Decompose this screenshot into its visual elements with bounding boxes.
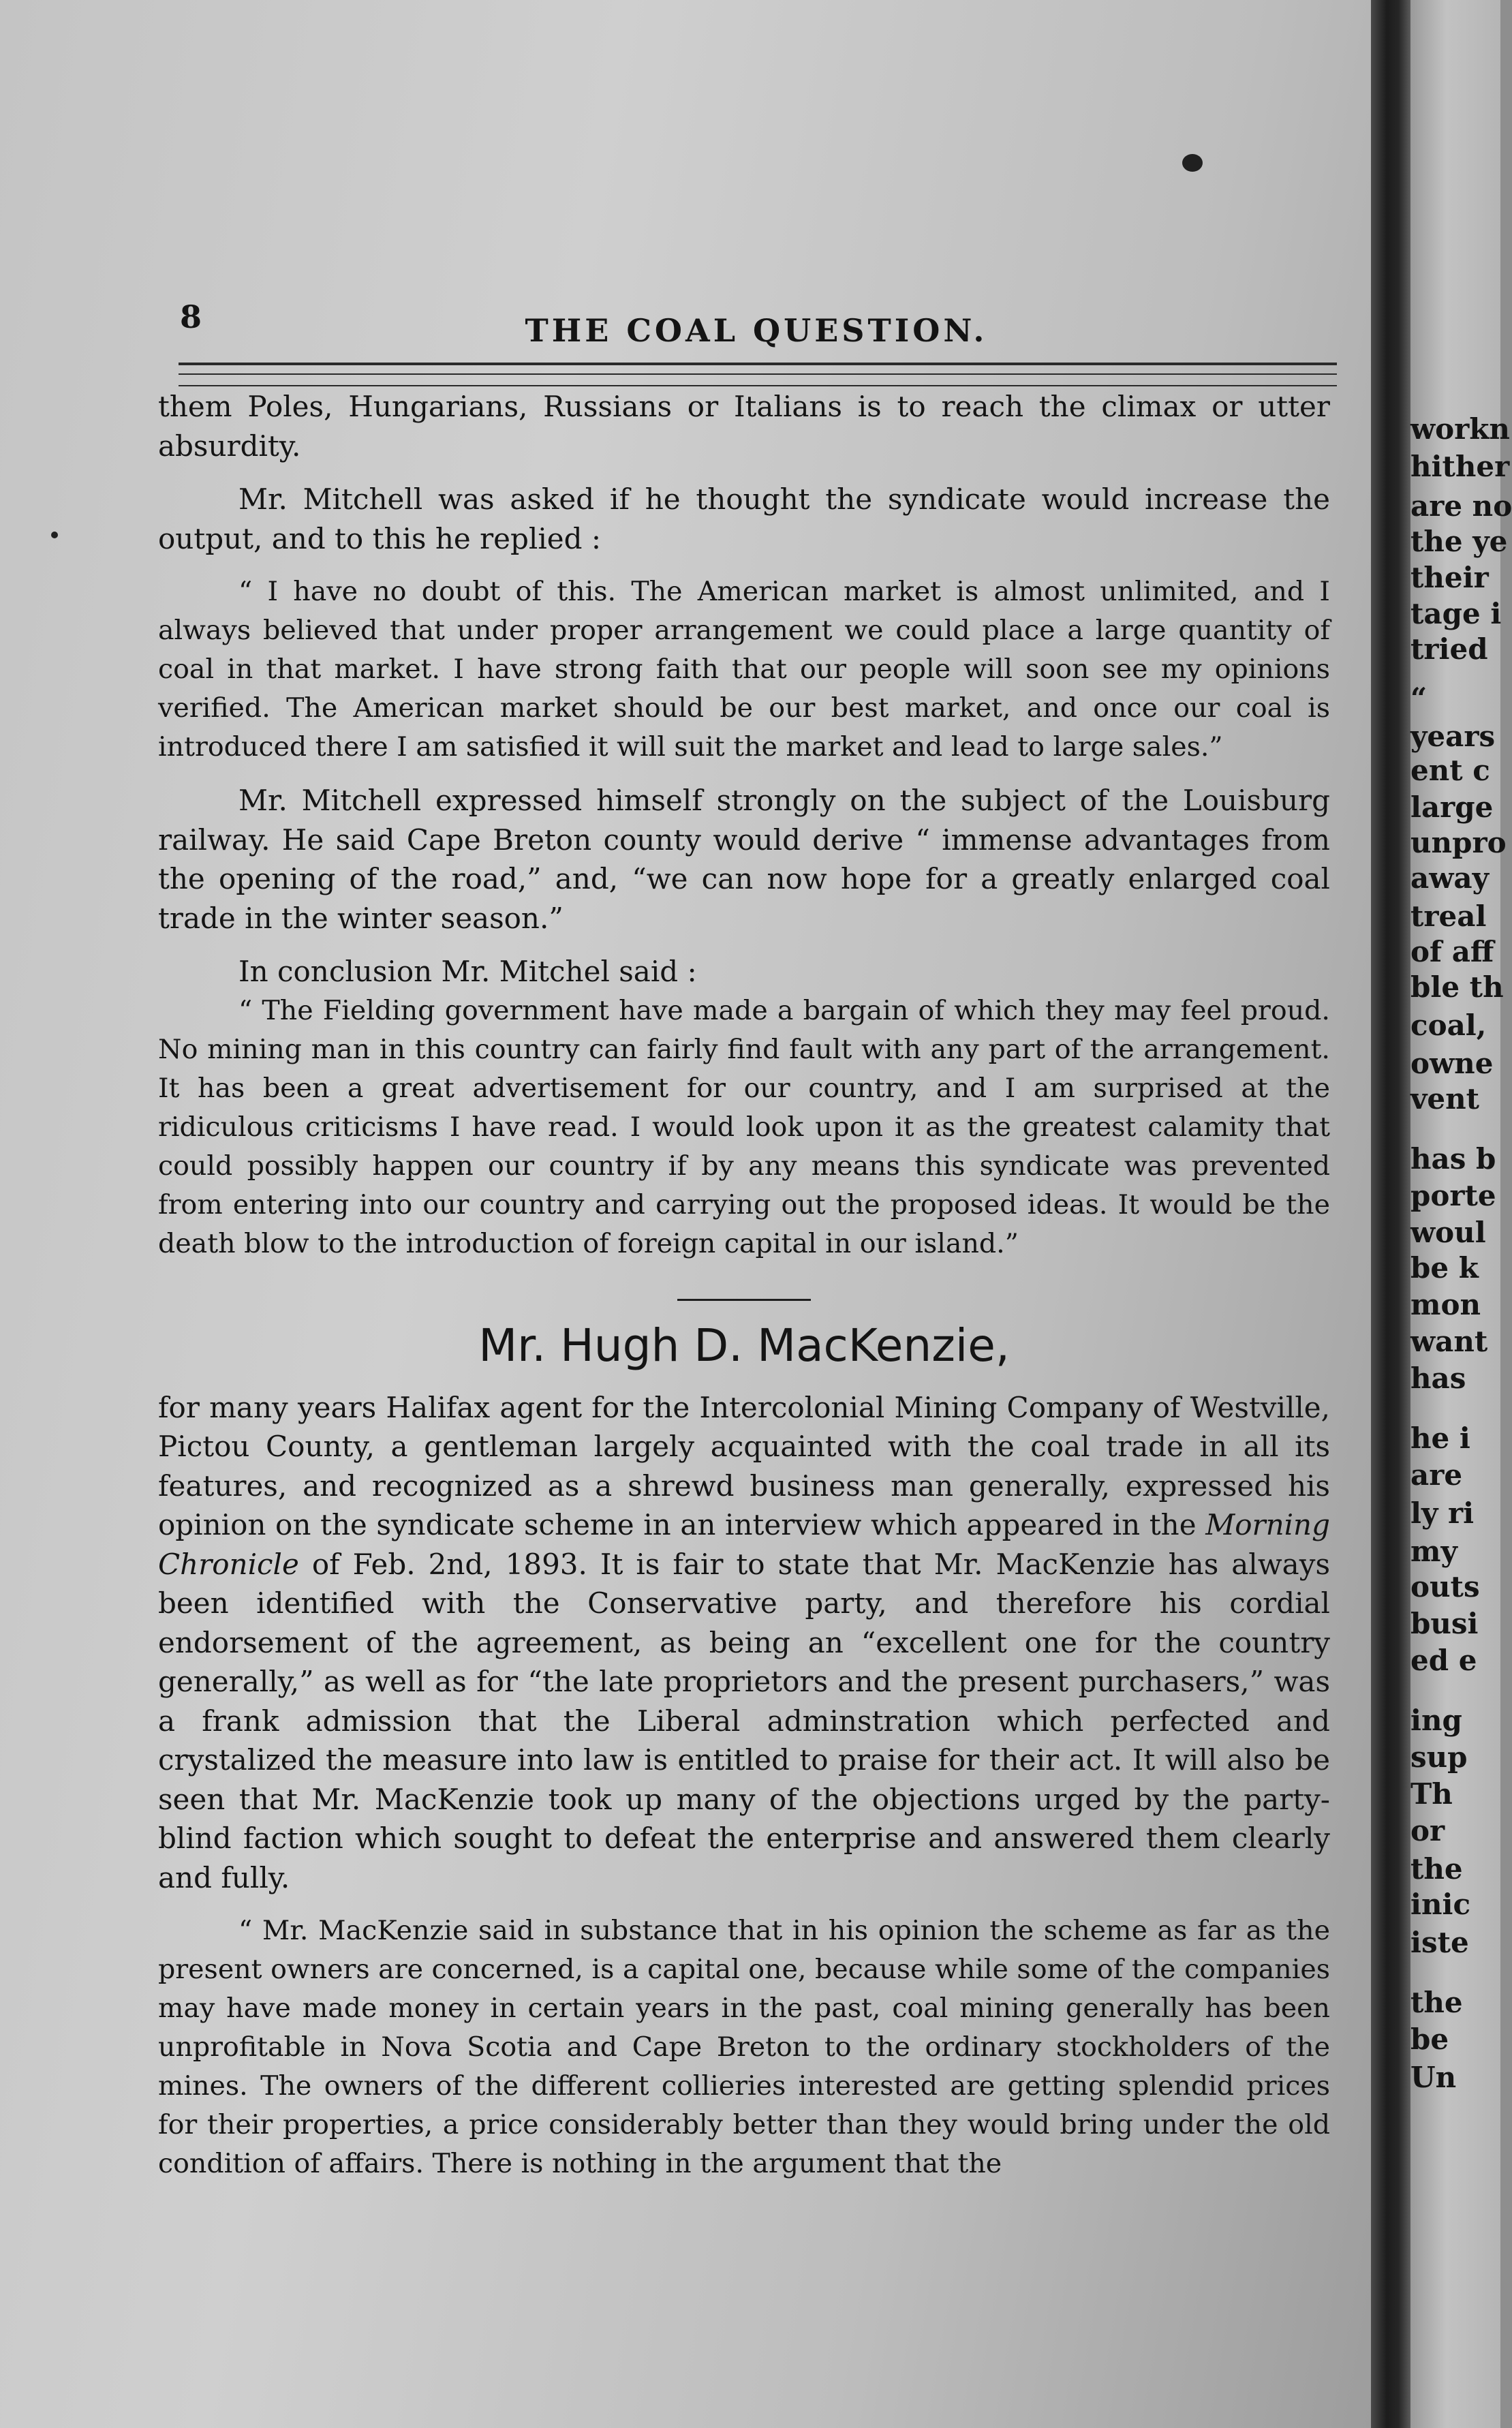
ink-spot (51, 532, 58, 538)
adjacent-page-fragment: their (1410, 561, 1489, 594)
adjacent-page-fragment: tried (1410, 632, 1488, 666)
adjacent-page-fragment: owne (1410, 1047, 1494, 1080)
paragraph: In conclusion Mr. Mitchel said : (238, 955, 697, 988)
header-rule (179, 363, 1337, 365)
adjacent-page-fragment: be (1410, 2023, 1449, 2056)
ink-spot (1182, 154, 1203, 172)
adjacent-page-fragment: sup (1410, 1740, 1468, 1774)
adjacent-page-fragment: the ye (1410, 525, 1508, 558)
adjacent-page-fragment: “ (1410, 681, 1428, 715)
paragraph: Mr. Mitchell was asked if he thought the syndicate would increase the output, and to this he replied : (158, 482, 1330, 555)
paragraph: them Poles, Hungarians, Russians or Italians is to reach the climax or utter absurdity. (158, 390, 1330, 463)
adjacent-page-fragment: tage i (1410, 597, 1502, 630)
adjacent-page-fragment: coal, (1410, 1009, 1487, 1042)
text-run: for many years Halifax agent for the Intercolonial Mining Company of Westville, Pictou County, a gentleman largely acquainted with the coal trade in all its features, and recognized as a shrewd business man generally, expressed his opinion on the syndicate scheme in an interview which appeared in the (158, 1390, 1330, 1541)
adjacent-page-fragment: iste (1410, 1926, 1469, 1959)
adjacent-page-fragment: treal (1410, 900, 1487, 933)
adjacent-page-fragment: the (1410, 1986, 1463, 2019)
quote-paragraph: “ I have no doubt of this. The American market is almost unlimited, and I always believed that under proper arrangement we could place a large quantity of coal in that market. I have strong faith that our people will soon see my opinions verified. The American market should be our best market, and once our coal is introduced there I am satisfied it will suit the market and lead to large sales.” (158, 576, 1330, 763)
adjacent-page-fragment: has (1410, 1362, 1466, 1395)
adjacent-page-fragment: ing (1410, 1704, 1462, 1737)
page-number: 8 (180, 298, 202, 335)
adjacent-page-fragment: the (1410, 1852, 1463, 1886)
adjacent-page-fragment: mon (1410, 1288, 1481, 1321)
text-run: of Feb. 2nd, 1893. It is fair to state that Mr. MacKenzie has always been identified with the Conservative party, and therefore his cordial endorsement of the agreement, as being an “excellent one for the country generally,” as well as for “the late proprietors and the present purchasers,” was a frank admission that the Liberal adminstration which perfected and crystalized the measure into law is entitled to praise for their act. It will also be seen that Mr. MacKenzie took up many of the objections urged by the party-blind faction which sought to defeat the enterprise and answered them clearly and fully. (158, 1547, 1330, 1894)
adjacent-page-fragment: workn (1410, 412, 1510, 446)
book-gutter (1371, 0, 1410, 2428)
section-heading: Mr. Hugh D. MacKenzie, (478, 1319, 1010, 1372)
quote-paragraph: “ The Fielding government have made a bargain of which they may feel proud. No mining man in this country can fairly find fault with any part of the arrangement. It has been a great advertisement for our country, and I am surprised at the ridiculous criticisms I have read. I would look upon it as the greatest calamity that could possibly happen our country if by any means this syndicate was prevented from entering into our country and carrying out the proposed ideas. It would be the death blow to the introduction of foreign capital in our island.” (158, 994, 1330, 1259)
section-divider (677, 1299, 811, 1301)
adjacent-page-fragment: he i (1410, 1422, 1470, 1455)
header-rule (179, 373, 1337, 375)
adjacent-page-fragment: ent c (1410, 754, 1490, 787)
adjacent-page-fragment: hither (1410, 450, 1510, 483)
adjacent-page-fragment: or (1410, 1814, 1445, 1847)
adjacent-page-fragment: busi (1410, 1607, 1479, 1640)
adjacent-page-fragment: years (1410, 720, 1496, 753)
running-title: THE COAL QUESTION. (525, 312, 988, 349)
adjacent-page-fragment: outs (1410, 1570, 1480, 1603)
adjacent-page-fragment: vent (1410, 1082, 1480, 1116)
adjacent-page-fragment: Th (1410, 1777, 1453, 1811)
page-header (170, 298, 1342, 353)
adjacent-page-fragment: unpro (1410, 826, 1507, 859)
adjacent-page-fragment: want (1410, 1325, 1488, 1358)
header-rule (179, 385, 1337, 386)
adjacent-page-fragment: large (1410, 790, 1494, 824)
article-body (158, 387, 1330, 2183)
adjacent-page-fragment: ed e (1410, 1644, 1477, 1677)
adjacent-page-fragment: Un (1410, 2061, 1457, 2094)
adjacent-page-fragment: be k (1410, 1251, 1479, 1285)
adjacent-page-fragment: my (1410, 1535, 1457, 1568)
adjacent-page-fragment: woul (1410, 1216, 1486, 1249)
adjacent-page-fragment: are no (1410, 489, 1512, 523)
adjacent-page-fragment: ly ri (1410, 1496, 1475, 1530)
adjacent-page-fragment: of aff (1410, 935, 1494, 968)
quote-paragraph: “ Mr. MacKenzie said in substance that in his opinion the scheme as far as the present owners are concerned, is a capital one, because while some of the companies may have made money in certain years in the past, coal mining generally has been unprofitable in Nova Scotia and Cape Breton to the ordinary stockholders of the mines. The owners of the different collieries interested are getting splendid prices for their properties, a price considerably better than they would bring under the old condition of affairs. There is nothing in the argument that the (158, 1915, 1330, 2179)
adjacent-page-fragment: are (1410, 1458, 1463, 1492)
adjacent-page-fragment: porte (1410, 1179, 1496, 1212)
newspaper-title: Morning Chronicle (158, 1508, 1330, 1581)
adjacent-page-fragment: ble th (1410, 970, 1504, 1004)
paragraph (158, 1388, 1330, 1898)
adjacent-page-fragment: has b (1410, 1142, 1496, 1175)
paragraph: Mr. Mitchell expressed himself strongly on the subject of the Louisburg railway. He said Cape Breton county would derive “ immense advantages from the opening of the road,” and, “we can now hope for a greatly enlarged coal trade in the winter season.” (158, 784, 1330, 935)
adjacent-page-fragment: inic (1410, 1888, 1471, 1921)
adjacent-page-fragment: away (1410, 861, 1489, 895)
